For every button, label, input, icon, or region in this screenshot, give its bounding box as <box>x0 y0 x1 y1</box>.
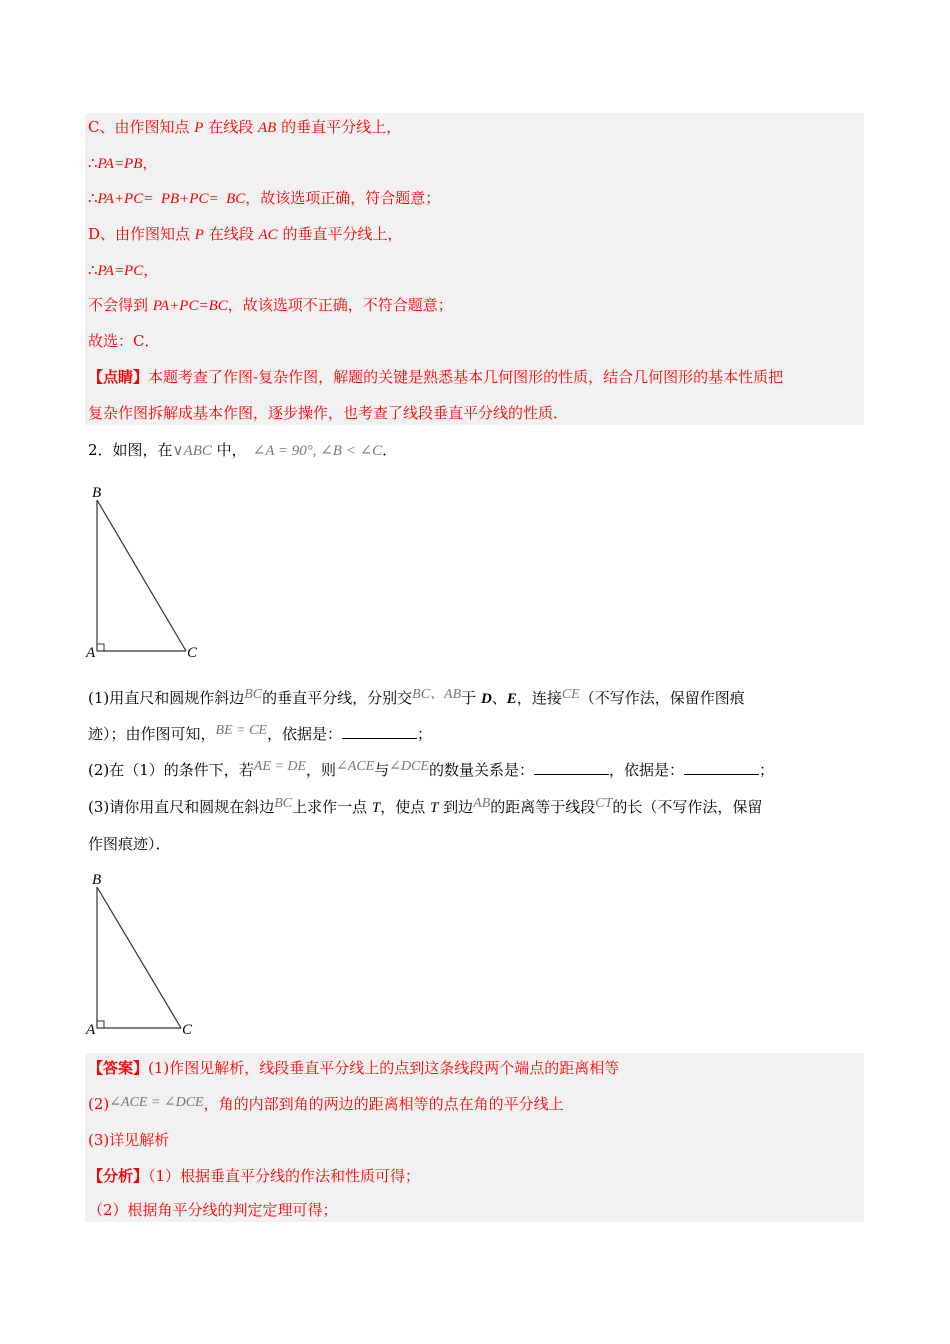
text: ，故该选项不正确，不符合题意； <box>227 296 453 314</box>
math-var: BC <box>244 687 263 702</box>
vertex-label-a: A <box>86 645 96 661</box>
text: 的数量关系是： <box>428 761 534 779</box>
text: ； <box>416 725 432 743</box>
therefore-symbol: ∴ <box>88 261 98 279</box>
analysis-line-1 <box>88 1166 420 1186</box>
answer-blank[interactable] <box>684 760 759 775</box>
math-condition: ∠A = 90°, ∠B < ∠C <box>252 443 383 459</box>
text: 与 <box>374 761 390 779</box>
therefore-symbol: ∴ <box>88 154 98 172</box>
text: ， <box>143 261 159 279</box>
solution-line <box>88 153 157 174</box>
text: ，依据是： <box>608 761 684 779</box>
solution-line <box>88 188 440 209</box>
part-2-line <box>88 760 774 782</box>
text: 中， <box>211 441 247 459</box>
part-1-line-2 <box>88 724 432 746</box>
solution-line-c <box>88 117 401 138</box>
answer-line-3 <box>88 1130 169 1150</box>
text: 到边 <box>438 798 474 816</box>
answer-tag: 【答案】 <box>88 1059 149 1077</box>
text: 、 <box>430 687 445 702</box>
solution-line <box>88 295 453 316</box>
vertex-label-b: B <box>92 872 102 888</box>
text: 在线段 <box>203 225 259 243</box>
math-var: CT <box>595 796 613 811</box>
text: (2)在（1）的条件下，若 <box>88 761 254 779</box>
vertex-label-a: A <box>86 1022 96 1038</box>
final-choice <box>88 331 159 351</box>
answer-box <box>85 1053 864 1222</box>
part-3-line-1 <box>88 797 762 819</box>
text: 迹）；由作图可知， <box>88 725 216 743</box>
part-1-line-1 <box>88 688 745 710</box>
math-angle: ∠ACE <box>336 759 375 774</box>
math-equation: ∠ACE = ∠DCE <box>109 1095 204 1110</box>
text: 上求作一点 <box>292 798 372 816</box>
text: ，连接 <box>516 689 562 707</box>
text: ； <box>758 761 774 779</box>
text: 的垂直平分线上， <box>277 225 403 243</box>
text: (2) <box>88 1095 110 1113</box>
math-angle: ∠DCE <box>389 759 429 774</box>
answer-blank[interactable] <box>342 724 417 739</box>
question-2-stem <box>88 440 397 461</box>
text: (1)用直尺和圆规作斜边 <box>88 689 245 707</box>
text: ， <box>142 154 158 172</box>
answer-line-2 <box>88 1094 564 1116</box>
therefore-symbol: ∴ <box>88 189 98 207</box>
solution-line-d <box>88 224 402 245</box>
text: 在线段 <box>203 118 258 136</box>
analysis-line-2 <box>88 1200 338 1220</box>
math-expr: PA=PC <box>97 263 144 279</box>
math-var: AB <box>473 796 491 811</box>
vertex-label-c: C <box>187 645 198 661</box>
math-var: BC <box>412 687 431 702</box>
math-var: CE <box>561 687 580 702</box>
math-var: P <box>194 120 204 136</box>
text: D、由作图知点 <box>88 225 195 243</box>
text: ． <box>382 441 398 459</box>
text: 的距离等于线段 <box>490 798 596 816</box>
math-var: AC <box>258 227 278 243</box>
text: (3)请你用直尺和圆规在斜边 <box>88 798 275 816</box>
math-var: T <box>430 800 439 816</box>
analysis-tag: 【分析】 <box>88 1167 149 1185</box>
text: 故选：C． <box>88 332 160 350</box>
text: ，故该选项正确，符合题意； <box>245 189 441 207</box>
text: (3)详见解析 <box>88 1131 170 1149</box>
text: ，角的内部到角的两边的距离相等的点在角的平分线上 <box>203 1095 564 1113</box>
text: ，依据是： <box>266 725 342 743</box>
text: （2）根据角平分线的判定定理可得； <box>88 1201 338 1219</box>
solution-line <box>88 260 158 281</box>
math-var: AB <box>257 120 277 136</box>
math-expr: PA=PB <box>97 156 143 172</box>
math-triangle: ∨ABC <box>172 443 212 459</box>
text: 作图痕迹）． <box>88 835 171 853</box>
math-var: E <box>506 691 517 707</box>
math-equation: AE = DE <box>253 759 307 774</box>
comment-tag: 【点睛】 <box>88 368 149 386</box>
math-var: P <box>194 227 204 243</box>
text: ，使点 <box>380 798 431 816</box>
text: 、 <box>491 689 507 707</box>
math-expr: PA+PC= PB+PC= BC <box>97 191 246 207</box>
comment-line-1 <box>88 367 783 387</box>
text: C、由作图知点 <box>88 118 195 136</box>
triangle-figure-1 <box>80 480 220 665</box>
answer-blank[interactable] <box>534 760 609 775</box>
triangle-figure-2 <box>80 868 220 1038</box>
math-var: T <box>371 800 381 816</box>
part-3-line-2 <box>88 834 171 854</box>
vertex-label-c: C <box>182 1022 193 1038</box>
comment-text: 复杂作图拆解成基本作图，逐步操作，也考查了线段垂直平分线的性质． <box>88 404 569 422</box>
math-var: BC <box>274 796 293 811</box>
answer-line-1 <box>88 1058 619 1078</box>
text: 2．如图，在 <box>88 441 173 459</box>
comment-line-2 <box>88 403 568 423</box>
vertex-label-b: B <box>92 485 102 501</box>
math-var: D <box>480 691 492 707</box>
math-equation: BE = CE <box>215 723 267 738</box>
text: (1)作图见解析，线段垂直平分线上的点到这条线段两个端点的距离相等 <box>148 1059 620 1077</box>
comment-text: 本题考查了作图-复杂作图，解题的关键是熟悉基本几何图形的性质，结合几何图形的基本性质把 <box>148 368 784 386</box>
text: （不写作法，保留作图痕 <box>579 689 745 707</box>
text: 的垂直平分线上， <box>276 118 402 136</box>
text: 不会得到 <box>88 296 153 314</box>
text: ，则 <box>306 761 337 779</box>
text: 于 <box>461 689 481 707</box>
text: 的长（不写作法，保留 <box>612 798 763 816</box>
text: （1）根据垂直平分线的作法和性质可得； <box>148 1167 421 1185</box>
math-var: AB <box>444 687 462 702</box>
math-expr: PA+PC=BC <box>152 298 228 314</box>
text: 的垂直平分线，分别交 <box>262 689 413 707</box>
